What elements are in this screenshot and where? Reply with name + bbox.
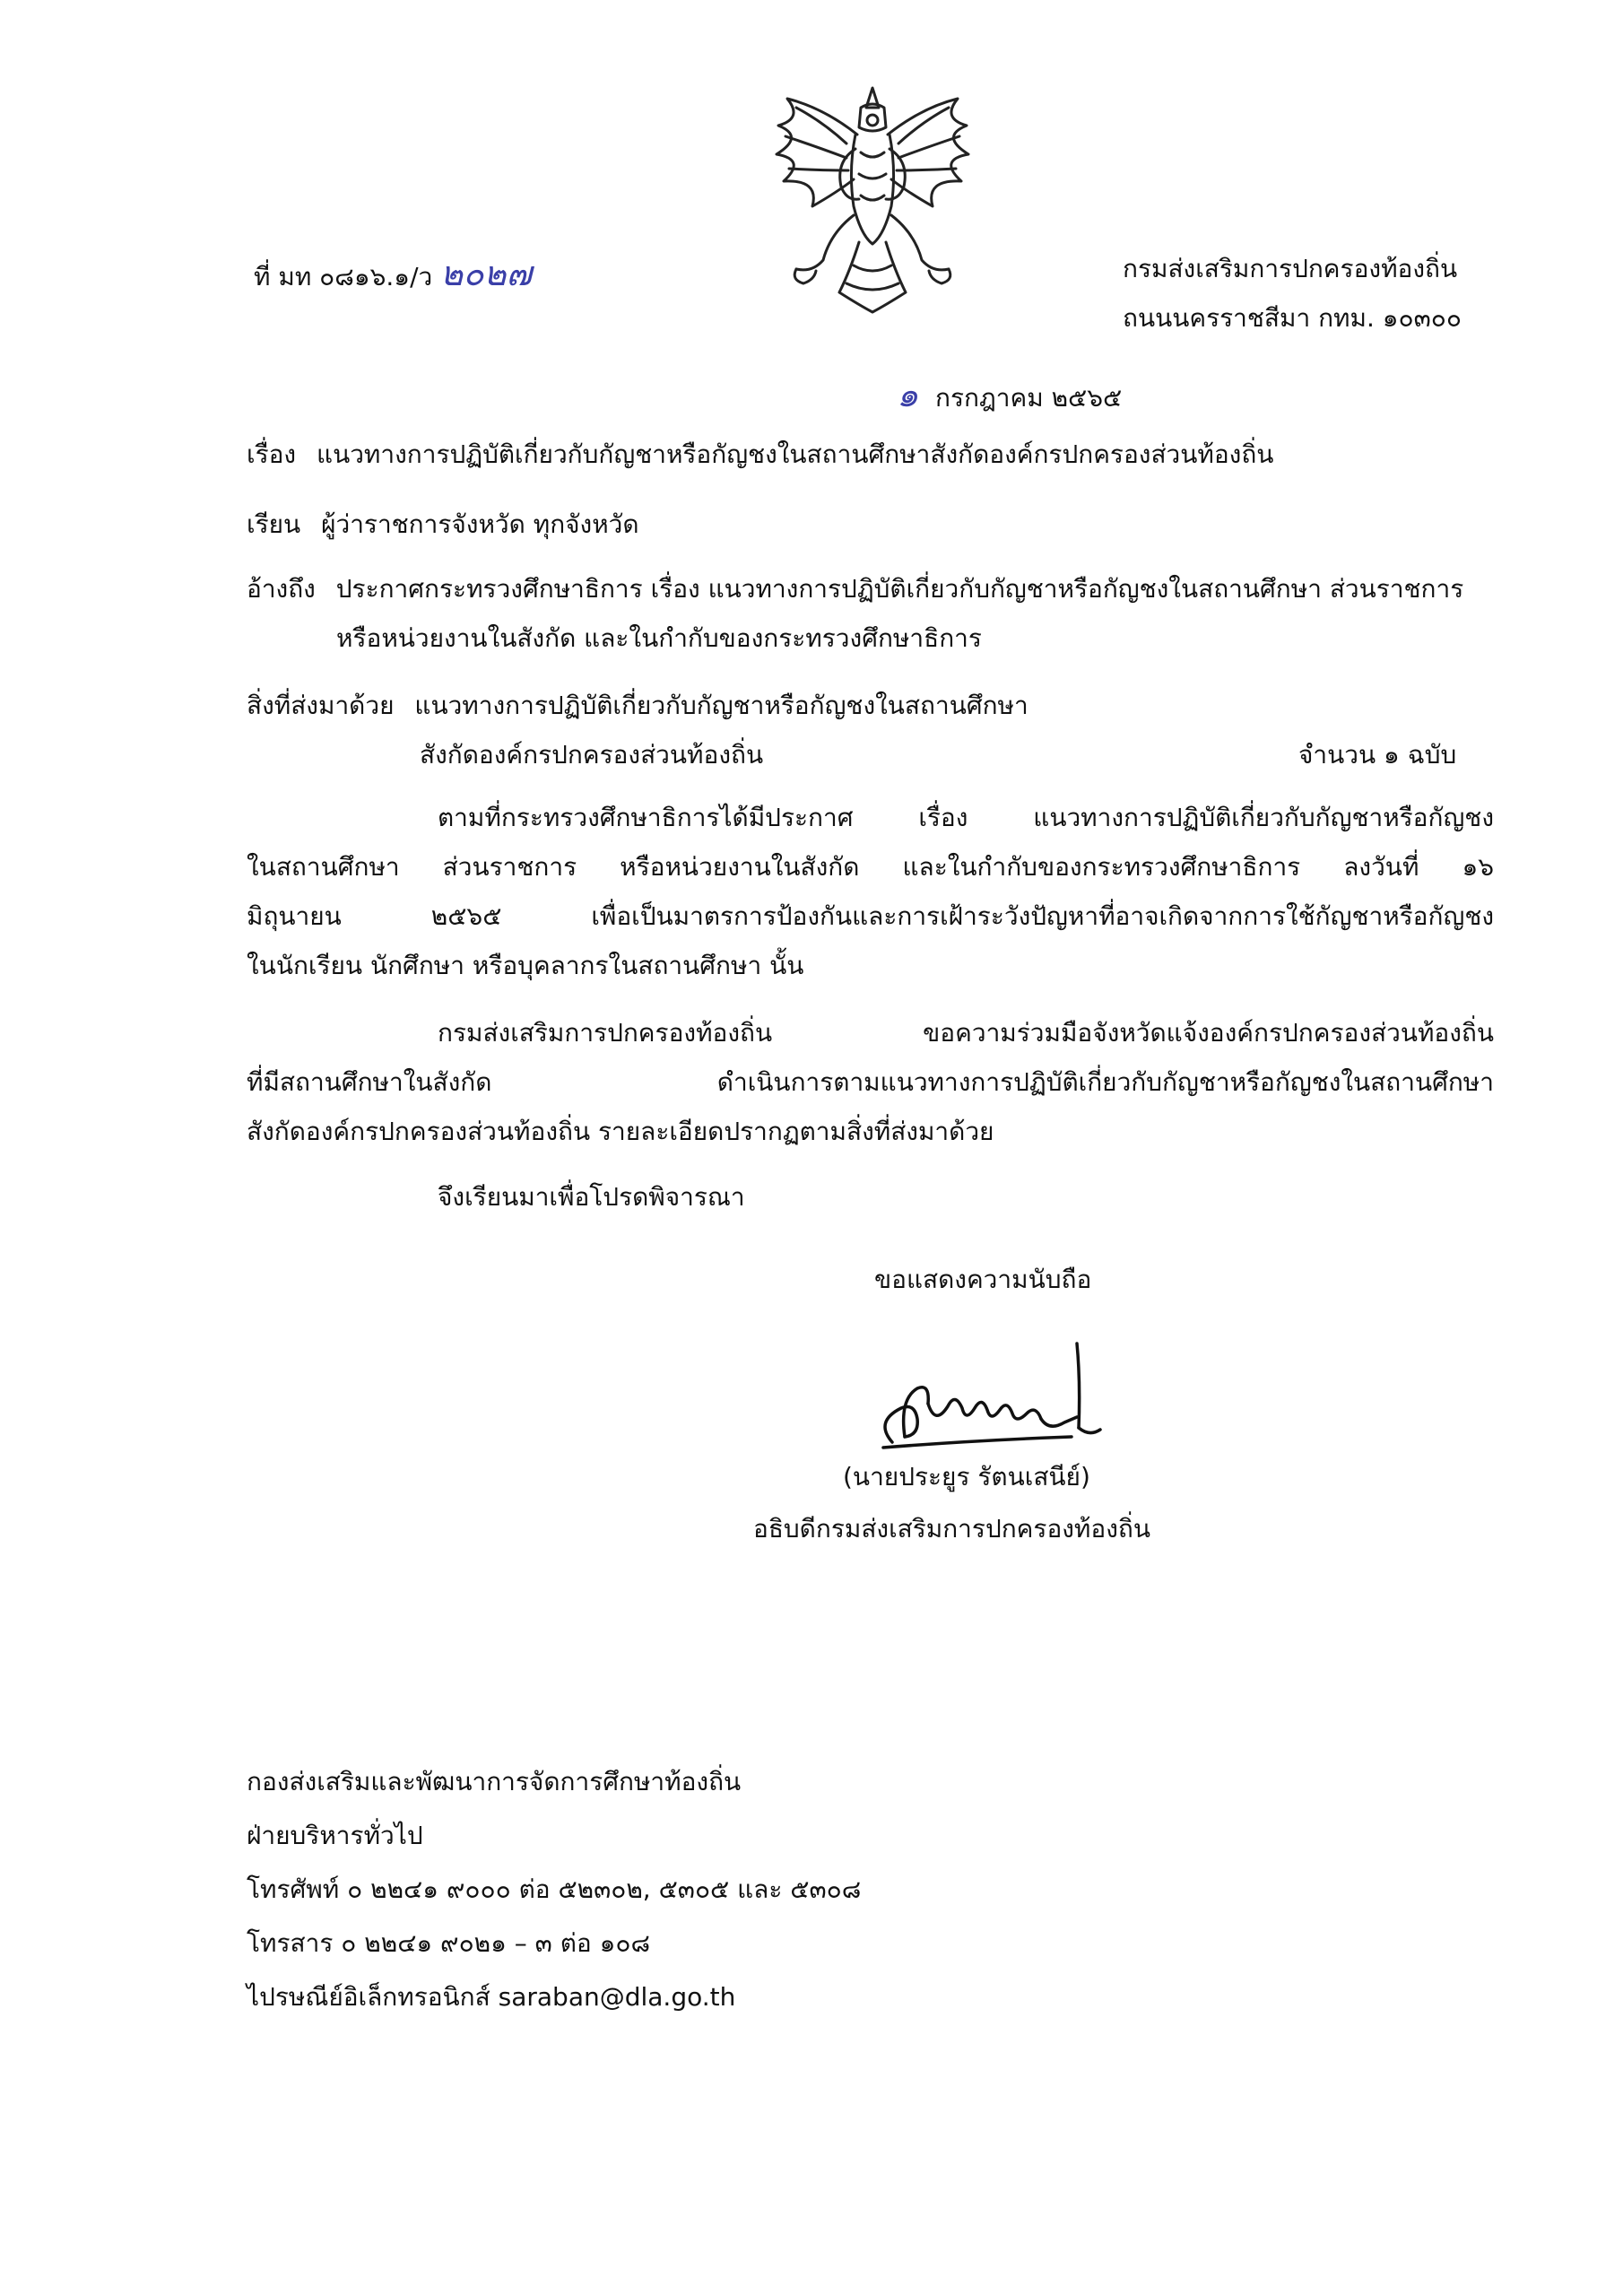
reference-label: อ้างถึง — [247, 574, 316, 604]
department-name: กรมส่งเสริมการปกครองท้องถิ่น — [1123, 254, 1458, 283]
reference-text-line2: หรือหน่วยงานในสังกัด และในกำกับของกระทรวงศึกษาธิการ — [336, 623, 982, 653]
reference-line — [247, 574, 1463, 604]
body-paragraph-1-line-3: มิถุนายน ๒๕๖๕ เพื่อเป็นมาตรการป้องกันและการเฝ้าระวังปัญหาที่อาจเกิดจากการใช้กัญชาหรือกัญชง — [247, 901, 1494, 931]
signer-title: อธิบดีกรมส่งเสริมการปกครองท้องถิ่น — [753, 1514, 1150, 1544]
footer-phone: โทรศัพท์ ๐ ๒๒๔๑ ๙๐๐๐ ต่อ ๕๒๓๐๒, ๕๓๐๕ และ ๕๓๐๘ — [247, 1874, 862, 1904]
subject-text: แนวทางการปฏิบัติเกี่ยวกับกัญชาหรือกัญชงในสถานศึกษาสังกัดองค์กรปกครองส่วนท้องถิ่น — [317, 439, 1274, 469]
body-paragraph-1-line-1: ตามที่กระทรวงศึกษาธิการได้มีประกาศ เรื่อง แนวทางการปฏิบัติเกี่ยวกับกัญชาหรือกัญชง — [438, 803, 1494, 832]
date-handwritten-day: ๑ — [897, 375, 919, 414]
body-paragraph-1-line-4: ในนักเรียน นักศึกษา หรือบุคลากรในสถานศึกษา นั้น — [247, 951, 804, 980]
enclosure-text-line1: แนวทางการปฏิบัติเกี่ยวกับกัญชาหรือกัญชงในสถานศึกษา — [414, 691, 1028, 720]
footer-division: กองส่งเสริมและพัฒนาการจัดการศึกษาท้องถิ่น — [247, 1767, 742, 1796]
footer-section: ฝ่ายบริหารทั่วไป — [247, 1821, 423, 1850]
body-paragraph-2-line-3: สังกัดองค์กรปกครองส่วนท้องถิ่น รายละเอียดปรากฏตามสิ่งที่ส่งมาด้วย — [247, 1117, 994, 1146]
addressee-label: เรียน — [247, 509, 301, 539]
enclosure-line — [247, 691, 1028, 721]
reference-handwritten-number: ๒๐๒๗ — [440, 254, 533, 293]
garuda-emblem-icon — [760, 81, 985, 318]
date-month-year: กรกฎาคม ๒๕๖๕ — [935, 383, 1123, 413]
closing-salutation: ขอแสดงความนับถือ — [874, 1265, 1092, 1294]
subject-line — [247, 439, 1273, 470]
enclosure-text-line2: สังกัดองค์กรปกครองส่วนท้องถิ่น — [420, 740, 764, 770]
body-paragraph-3: จึงเรียนมาเพื่อโปรดพิจารณา — [438, 1182, 745, 1212]
enclosure-label: สิ่งที่ส่งมาด้วย — [247, 691, 395, 720]
footer-email: ไปรษณีย์อิเล็กทรอนิกส์ saraban@dla.go.th — [247, 1982, 736, 2012]
department-address: ถนนนครราชสีมา กทม. ๑๐๓๐๐ — [1123, 303, 1462, 333]
reference-prefix: ที่ มท ๐๘๑๖.๑/ว — [254, 262, 433, 291]
body-paragraph-2-line-1: กรมส่งเสริมการปกครองท้องถิ่น ขอความร่วมมือจังหวัดแจ้งองค์กรปกครองส่วนท้องถิ่น — [438, 1018, 1494, 1048]
letter-date — [897, 375, 1122, 416]
reference-number — [254, 254, 532, 295]
body-paragraph-2-line-2: ที่มีสถานศึกษาในสังกัด ดำเนินการตามแนวทางการปฏิบัติเกี่ยวกับกัญชาหรือกัญชงในสถานศึกษา — [247, 1067, 1494, 1097]
body-paragraph-1-line-2: ในสถานศึกษา ส่วนราชการ หรือหน่วยงานในสังกัด และในกำกับของกระทรวงศึกษาธิการ ลงวันที่ ๑๖ — [247, 852, 1494, 882]
addressee-line — [247, 509, 639, 540]
enclosure-quantity: จำนวน ๑ ฉบับ — [1298, 740, 1457, 770]
subject-label: เรื่อง — [247, 439, 297, 469]
signer-name: (นายประยูร รัตนเสนีย์) — [843, 1462, 1090, 1492]
reference-text-line1: ประกาศกระทรวงศึกษาธิการ เรื่อง แนวทางการปฏิบัติเกี่ยวกับกัญชาหรือกัญชงในสถานศึกษา ส่วนราชการ — [335, 574, 1464, 604]
footer-fax: โทรสาร ๐ ๒๒๔๑ ๙๐๒๑ – ๓ ต่อ ๑๐๘ — [247, 1928, 651, 1958]
addressee-text: ผู้ว่าราชการจังหวัด ทุกจังหวัด — [321, 509, 639, 539]
signature-icon — [865, 1336, 1134, 1457]
